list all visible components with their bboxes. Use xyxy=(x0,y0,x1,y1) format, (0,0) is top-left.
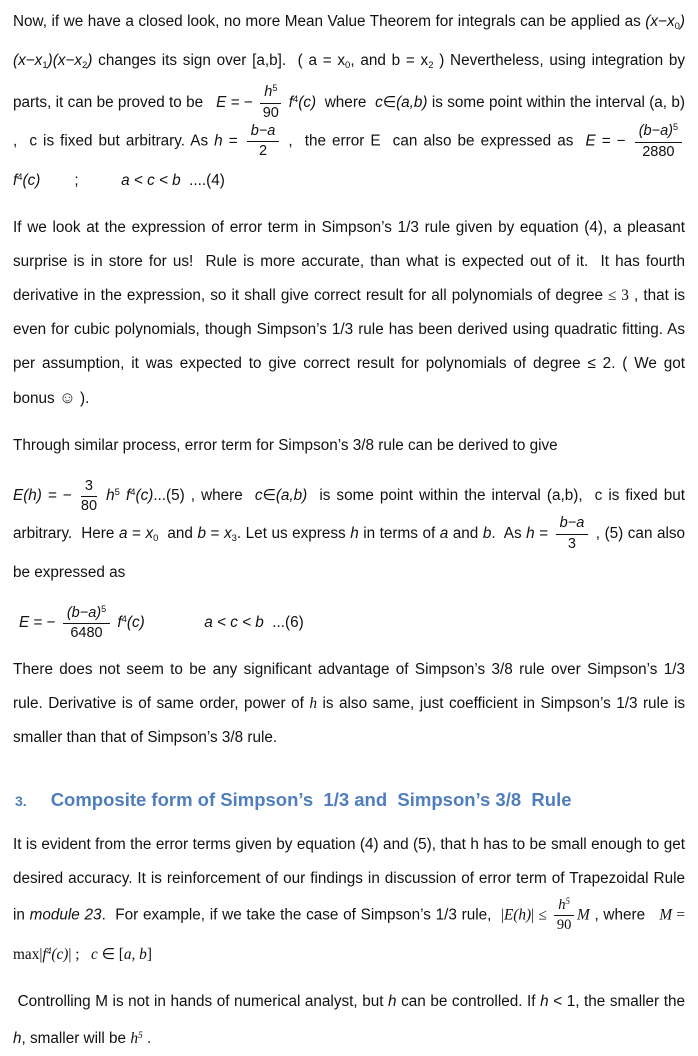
text-run: 5 xyxy=(114,487,120,499)
text-run: 5 xyxy=(565,895,570,906)
text-run: ...(5) , where xyxy=(153,487,255,505)
text-run: c xyxy=(90,945,98,963)
para-through-similar-process xyxy=(13,429,685,463)
section-heading-composite-form xyxy=(15,787,685,814)
text-run: M xyxy=(659,906,673,924)
para-mean-value-theorem xyxy=(13,5,685,198)
text-run: is some point within the interval (a, b) , c is fixed but arbitrary. As xyxy=(13,93,685,150)
text-run: 1 xyxy=(42,59,48,71)
text-run: b−a xyxy=(559,515,585,532)
text-run: | xyxy=(68,945,72,963)
text-run: f xyxy=(42,945,47,963)
text-run: E(h) xyxy=(13,487,42,505)
text-run: f xyxy=(13,172,18,190)
text-run: ). xyxy=(75,390,90,408)
text-run: It is evident from the error terms given by equation (4) and (5), that h has to be small enough to get desired accuracy. It is reinforcement of our findings in discussion of error term of Trapezoidal Rule in xyxy=(13,835,685,924)
text-run: = − xyxy=(226,93,258,111)
text-run: h xyxy=(350,525,359,543)
text-run: If we look at the expression of error term in Simpson’s 1/3 rule given by equation (4), a pleasant surprise is in store for us! Rule is more accurate, than what is expected out of it. It has fourth derivative in the expression, so it shall give correct result for all polynomials of degree xyxy=(13,219,685,305)
text-run: 90 xyxy=(262,104,279,121)
fraction-denominator xyxy=(81,497,97,515)
fraction-denominator xyxy=(642,143,674,161)
text-run: , smaller will be xyxy=(21,1030,131,1048)
text-run: can be controlled. If xyxy=(396,992,541,1010)
text-run: ; xyxy=(40,172,122,190)
text-run: h xyxy=(130,1030,138,1048)
text-run: ...(6) xyxy=(263,614,304,632)
para-pleasant-surprise xyxy=(13,211,685,416)
fraction-denominator xyxy=(259,142,267,160)
inline-fraction xyxy=(556,515,589,553)
text-run: h xyxy=(540,992,549,1010)
text-run: 5 xyxy=(101,603,107,614)
fraction-numerator xyxy=(635,122,682,142)
document-content xyxy=(13,5,685,1056)
text-run: h xyxy=(558,896,566,913)
text-run: | ≤ xyxy=(531,906,552,924)
text-run: | xyxy=(500,906,504,924)
text-run: and xyxy=(158,525,198,543)
text-run: 6480 xyxy=(70,625,103,642)
text-run: (b−a) xyxy=(66,604,102,621)
text-run: 4 xyxy=(17,172,23,184)
fraction-numerator xyxy=(63,604,110,624)
text-run: 5 xyxy=(137,1030,143,1041)
text-run: = xyxy=(127,525,146,543)
inline-fraction xyxy=(81,478,97,516)
text-run: = xyxy=(222,132,244,150)
text-run: f xyxy=(117,614,122,632)
text-run: h xyxy=(526,525,535,543)
fraction-numerator xyxy=(260,83,281,103)
text-run: E xyxy=(585,132,596,150)
text-run: = xyxy=(534,525,553,543)
text-run: h xyxy=(214,132,223,150)
text-run: a xyxy=(439,525,449,543)
text-run: )(x−x xyxy=(13,13,685,69)
text-run: ≤ 3 xyxy=(608,287,629,305)
text-run: a < c < b xyxy=(121,172,181,190)
text-run: c xyxy=(254,487,263,505)
text-run: Controlling M is not in hands of numerical analyst, but xyxy=(13,992,389,1010)
text-run: a xyxy=(118,525,128,543)
text-run: module 23 xyxy=(29,906,102,924)
text-run: c xyxy=(375,93,383,111)
fraction-numerator xyxy=(554,896,574,916)
text-run: = − xyxy=(595,132,632,150)
text-run: Composite form of Simpson’s 1/3 and Simpson’s 3/8 Rule xyxy=(50,788,572,810)
text-run: 4 xyxy=(46,946,52,957)
para-controlling-m xyxy=(13,985,685,1056)
text-run: M xyxy=(576,906,590,924)
text-run: (b−a) xyxy=(638,123,673,140)
text-run: 2 xyxy=(428,59,434,71)
text-run: . For example, if we take the case of Simpson’s 1/3 rule, xyxy=(101,906,501,924)
text-run: < 1, the smaller the xyxy=(548,992,685,1010)
fraction-denominator xyxy=(568,535,576,553)
text-run: E(h) xyxy=(503,906,532,924)
text-run: = − xyxy=(29,614,60,632)
text-run: (c) xyxy=(135,487,154,505)
text-run: . xyxy=(142,1030,152,1048)
text-run: Now, if we have a closed look, no more Mean Value Theorem for integrals can be applied as xyxy=(13,13,646,30)
text-run: and xyxy=(448,525,483,543)
text-run xyxy=(145,614,205,631)
fraction-numerator xyxy=(556,515,589,534)
text-run: where xyxy=(316,93,376,111)
text-run: E xyxy=(216,93,227,111)
text-run: ] xyxy=(146,945,152,963)
text-run: = − xyxy=(41,487,78,505)
text-run: 3 xyxy=(231,533,237,545)
section-number: 3. xyxy=(15,792,27,809)
fraction-denominator xyxy=(263,104,279,122)
text-run: ∈ [ xyxy=(97,945,124,963)
text-run: (c) xyxy=(126,614,145,632)
text-run: changes its sign over [a,b]. ( a = x xyxy=(92,51,346,69)
text-run: = xyxy=(205,525,224,543)
fraction-numerator xyxy=(247,123,280,142)
text-run: ) Nevertheless, using integration by parts, it can be proved to be xyxy=(13,51,685,111)
fraction-denominator xyxy=(70,624,102,642)
inline-fraction xyxy=(260,83,281,122)
text-run: E xyxy=(19,614,30,632)
text-run: x xyxy=(223,525,232,543)
text-run: (x−x xyxy=(645,13,675,30)
text-run: b−a xyxy=(250,122,276,139)
text-run: 5 xyxy=(272,83,278,94)
text-run: (c) xyxy=(22,172,41,190)
text-run: 0 xyxy=(153,533,159,545)
text-run: (a,b) xyxy=(275,487,308,505)
text-run: 4 xyxy=(121,614,127,626)
equation-6 xyxy=(19,603,685,643)
text-run: h xyxy=(13,1030,22,1048)
text-run: 90 xyxy=(556,917,572,934)
text-run: (c) xyxy=(51,945,69,963)
text-run: ∈ xyxy=(262,487,276,505)
smiley-icon: ☺ xyxy=(58,388,76,408)
fraction-numerator xyxy=(81,478,97,497)
text-run: h xyxy=(388,992,397,1010)
text-run: 80 xyxy=(80,497,98,514)
text-run: (a,b) xyxy=(396,93,428,111)
text-run: ; xyxy=(71,945,91,963)
para-no-significant-advantage xyxy=(13,653,685,755)
text-run: b xyxy=(197,525,206,543)
text-run: (c) xyxy=(298,93,317,111)
text-run: h xyxy=(106,487,115,505)
text-run: There does not seem to be any significant advantage of Simpson’s 3/8 rule over Simpson’s 1/3 rule. Derivative is of same order, power of xyxy=(13,660,685,712)
text-run: h xyxy=(264,84,273,101)
text-run: b xyxy=(482,525,492,543)
text-run: x xyxy=(145,525,154,543)
text-run: in terms of xyxy=(358,525,440,543)
para-evident-error-terms xyxy=(13,828,685,972)
text-run: is some point within the interval (a,b), c is fixed but arbitrary. Here xyxy=(13,487,686,543)
fraction-denominator xyxy=(557,916,572,934)
text-run: ....(4) xyxy=(180,172,225,190)
text-run: , (5) can also be expressed as xyxy=(13,525,686,582)
text-run: , and b = x xyxy=(350,51,429,69)
text-run: ) xyxy=(87,51,93,69)
text-run: , the error E can also be expressed as xyxy=(282,132,586,150)
text-run: Through similar process, error term for Simpson’s 3/8 rule can be derived to give xyxy=(13,437,558,455)
text-run: 2 xyxy=(258,143,268,160)
text-run: 3 xyxy=(84,477,93,494)
text-run: 3 xyxy=(567,535,576,552)
text-run: ∈ xyxy=(382,93,397,111)
text-run: 0 xyxy=(345,59,351,71)
para-simpson38-error xyxy=(13,476,685,590)
text-run: . As xyxy=(491,525,527,543)
text-run: is also same, just coefficient in Simpson’s 1/3 rule is smaller than that of Simpson’s 3/8 rule. xyxy=(13,694,685,746)
inline-fraction xyxy=(635,122,682,161)
text-run: )(x−x xyxy=(47,51,83,69)
text-run: | xyxy=(39,945,43,963)
text-run: 2 xyxy=(82,59,88,71)
inline-fraction xyxy=(554,896,574,935)
text-run: . Let us express xyxy=(236,525,351,543)
text-run: a < c < b xyxy=(204,614,264,632)
text-run: f xyxy=(288,93,293,111)
text-run: 4 xyxy=(292,93,299,105)
text-run: h xyxy=(309,694,318,712)
text-run: 2880 xyxy=(642,143,675,160)
text-run: f xyxy=(125,487,131,505)
section-title xyxy=(51,789,572,810)
text-run: , that is even for cubic polynomials, though Simpson’s 1/3 rule has been derived using quadratic fitting. As per assumption, it was expected to give correct result for polynomials of degree ≤ 2. ( We got bonus xyxy=(13,287,685,408)
text-run: 4 xyxy=(130,487,136,499)
text-run: 0 xyxy=(674,20,680,32)
text-run: 5 xyxy=(672,122,678,133)
inline-fraction xyxy=(63,604,110,643)
text-run: a, b xyxy=(123,945,147,963)
inline-fraction xyxy=(247,123,280,161)
text-run: = max xyxy=(13,906,685,963)
text-run: , where xyxy=(589,906,660,924)
